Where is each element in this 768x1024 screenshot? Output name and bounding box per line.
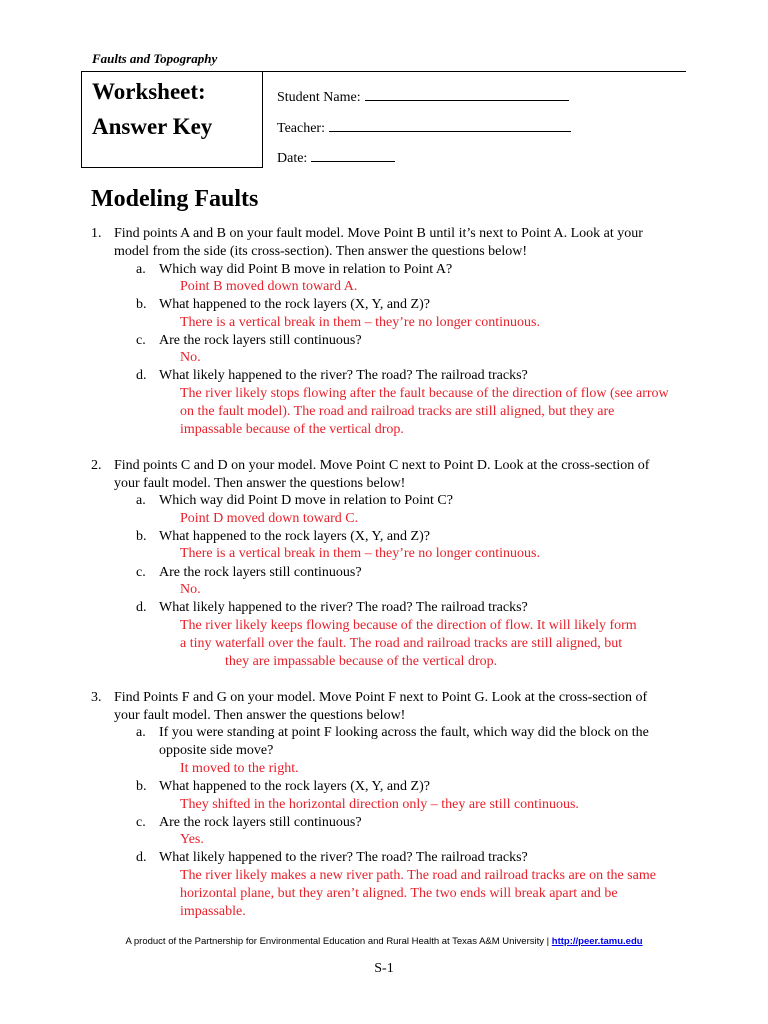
student-name-field[interactable] bbox=[277, 86, 569, 106]
sub-letter: a. bbox=[136, 493, 146, 508]
title-line-1: Worksheet: bbox=[92, 79, 206, 104]
teacher-label: Teacher: bbox=[277, 121, 325, 136]
answer-3c: Yes. bbox=[180, 832, 204, 847]
sub-question-text: Are the rock layers still continuous? bbox=[159, 333, 362, 348]
teacher-field[interactable] bbox=[277, 117, 571, 137]
sub-question-text: What likely happened to the river? The road? The railroad tracks? bbox=[159, 368, 528, 383]
footer-credit bbox=[0, 936, 768, 947]
student-name-label: Student Name: bbox=[277, 90, 361, 105]
sub-question-text: If you were standing at point F looking across the fault, which way did the block on the opposite side move? bbox=[159, 725, 649, 758]
footer-text: A product of the Partnership for Environmental Education and Rural Health at Texas A&M University | bbox=[125, 936, 552, 947]
question-text: Find Points F and G on your model. Move Point F next to Point G. Look at the cross-section of your fault model. Then answer the questions below! bbox=[114, 690, 648, 723]
sub-question-text: What likely happened to the river? The road? The railroad tracks? bbox=[159, 600, 528, 615]
sub-letter: a. bbox=[136, 725, 146, 740]
sub-letter: b. bbox=[136, 529, 147, 544]
section-title: Modeling Faults bbox=[91, 186, 259, 212]
sub-letter: b. bbox=[136, 297, 147, 312]
question-text: Find points A and B on your fault model. Move Point B until it’s next to Point A. Look at your model from the side (its cross-section). Then answer the questions below! bbox=[114, 226, 643, 259]
sub-question-text: What happened to the rock layers (X, Y, and Z)? bbox=[159, 297, 430, 312]
sub-question-text: What likely happened to the river? The road? The railroad tracks? bbox=[159, 850, 528, 865]
date-blank[interactable] bbox=[311, 147, 395, 162]
answer-3d: The river likely makes a new river path. The road and railroad tracks are on the same horizontal plane, but they aren’t aligned. The two ends will break apart and be impassable. bbox=[180, 868, 656, 919]
answer-1c: No. bbox=[180, 350, 201, 365]
title-box bbox=[81, 71, 263, 168]
question-text: Find points C and D on your model. Move Point C next to Point D. Look at the cross-section of your fault model. Then answer the questions below! bbox=[114, 458, 650, 491]
question-number: 1. bbox=[91, 226, 102, 241]
sub-letter: c. bbox=[136, 333, 146, 348]
document-subject: Faults and Topography bbox=[92, 51, 218, 66]
sub-question-text: Are the rock layers still continuous? bbox=[159, 815, 362, 830]
sub-question-text: Which way did Point D move in relation to Point C? bbox=[159, 493, 453, 508]
sub-letter: d. bbox=[136, 850, 147, 865]
answer-2b: There is a vertical break in them – they’re no longer continuous. bbox=[180, 546, 540, 561]
date-label: Date: bbox=[277, 151, 308, 166]
answer-3b: They shifted in the horizontal direction only – they are still continuous. bbox=[180, 797, 579, 812]
answer-2a: Point D moved down toward C. bbox=[180, 511, 359, 526]
title-line-2: Answer Key bbox=[92, 114, 213, 139]
answer-2c: No. bbox=[180, 582, 201, 597]
sub-letter: d. bbox=[136, 368, 147, 383]
page-number: S-1 bbox=[374, 961, 394, 976]
sub-letter: a. bbox=[136, 262, 146, 277]
question-number: 2. bbox=[91, 458, 102, 473]
answer-1d: The river likely stops flowing after the fault because of the direction of flow (see arrow on the fault model). The road and railroad tracks are still aligned, but they are impassable because of the vertical drop. bbox=[180, 386, 669, 437]
date-field[interactable] bbox=[277, 147, 395, 167]
answer-2d-line-2: a tiny waterfall over the fault. The road and railroad tracks are still aligned, but bbox=[180, 636, 623, 651]
answer-1b: There is a vertical break in them – they’re no longer continuous. bbox=[180, 315, 540, 330]
sub-letter: d. bbox=[136, 600, 147, 615]
answer-1a: Point B moved down toward A. bbox=[180, 279, 358, 294]
sub-question-text: Are the rock layers still continuous? bbox=[159, 565, 362, 580]
sub-letter: b. bbox=[136, 779, 147, 794]
sub-question-text: What happened to the rock layers (X, Y, and Z)? bbox=[159, 529, 430, 544]
answer-2d-line-3: they are impassable because of the vertical drop. bbox=[225, 654, 498, 669]
answer-2d-line-1: The river likely keeps flowing because of the direction of flow. It will likely form bbox=[180, 618, 637, 633]
sub-letter: c. bbox=[136, 565, 146, 580]
footer-link[interactable]: http://peer.tamu.edu bbox=[551, 936, 643, 947]
sub-letter: c. bbox=[136, 815, 146, 830]
sub-question-text: Which way did Point B move in relation to Point A? bbox=[159, 262, 453, 277]
teacher-blank[interactable] bbox=[329, 117, 571, 132]
sub-question-text: What happened to the rock layers (X, Y, and Z)? bbox=[159, 779, 430, 794]
question-number: 3. bbox=[91, 690, 102, 705]
student-name-blank[interactable] bbox=[365, 86, 569, 101]
answer-3a: It moved to the right. bbox=[180, 761, 299, 776]
